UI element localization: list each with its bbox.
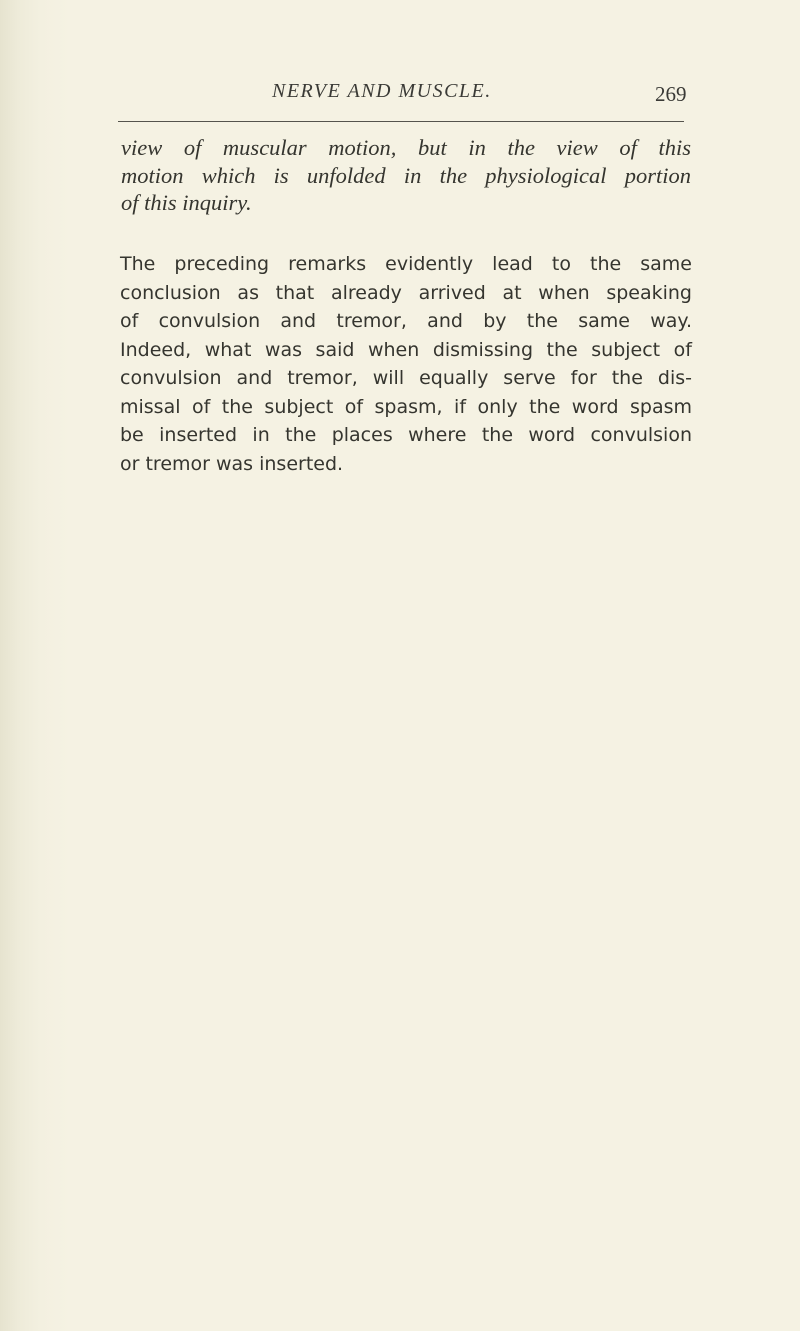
text-line: or tremor was inserted.: [120, 452, 344, 475]
text-line: view of muscular motion, but in the view of this: [121, 135, 691, 160]
text-line: motion which is unfolded in the physiological portion: [121, 162, 691, 188]
page-number: 269: [655, 82, 687, 106]
header-rule: [118, 121, 684, 122]
page-header: [0, 80, 800, 110]
text-line: convulsion and tremor, will equally serve for the dis-: [120, 367, 692, 389]
text-line: of this inquiry.: [121, 190, 252, 215]
text-line: conclusion as that already arrived at when speaking: [120, 281, 692, 304]
text-line: The preceding remarks evidently lead to the same: [120, 253, 692, 275]
body-paragraph: [120, 250, 692, 478]
text-line: Indeed, what was said when dismissing the subject of: [120, 338, 692, 361]
text-line: be inserted in the places where the word convulsion: [120, 424, 692, 446]
running-head: NERVE AND MUSCLE.: [272, 80, 492, 102]
continuation-paragraph: [121, 134, 691, 217]
text-line: missal of the subject of spasm, if only the word spasm: [120, 395, 692, 418]
text-line: of convulsion and tremor, and by the same way.: [120, 310, 692, 332]
